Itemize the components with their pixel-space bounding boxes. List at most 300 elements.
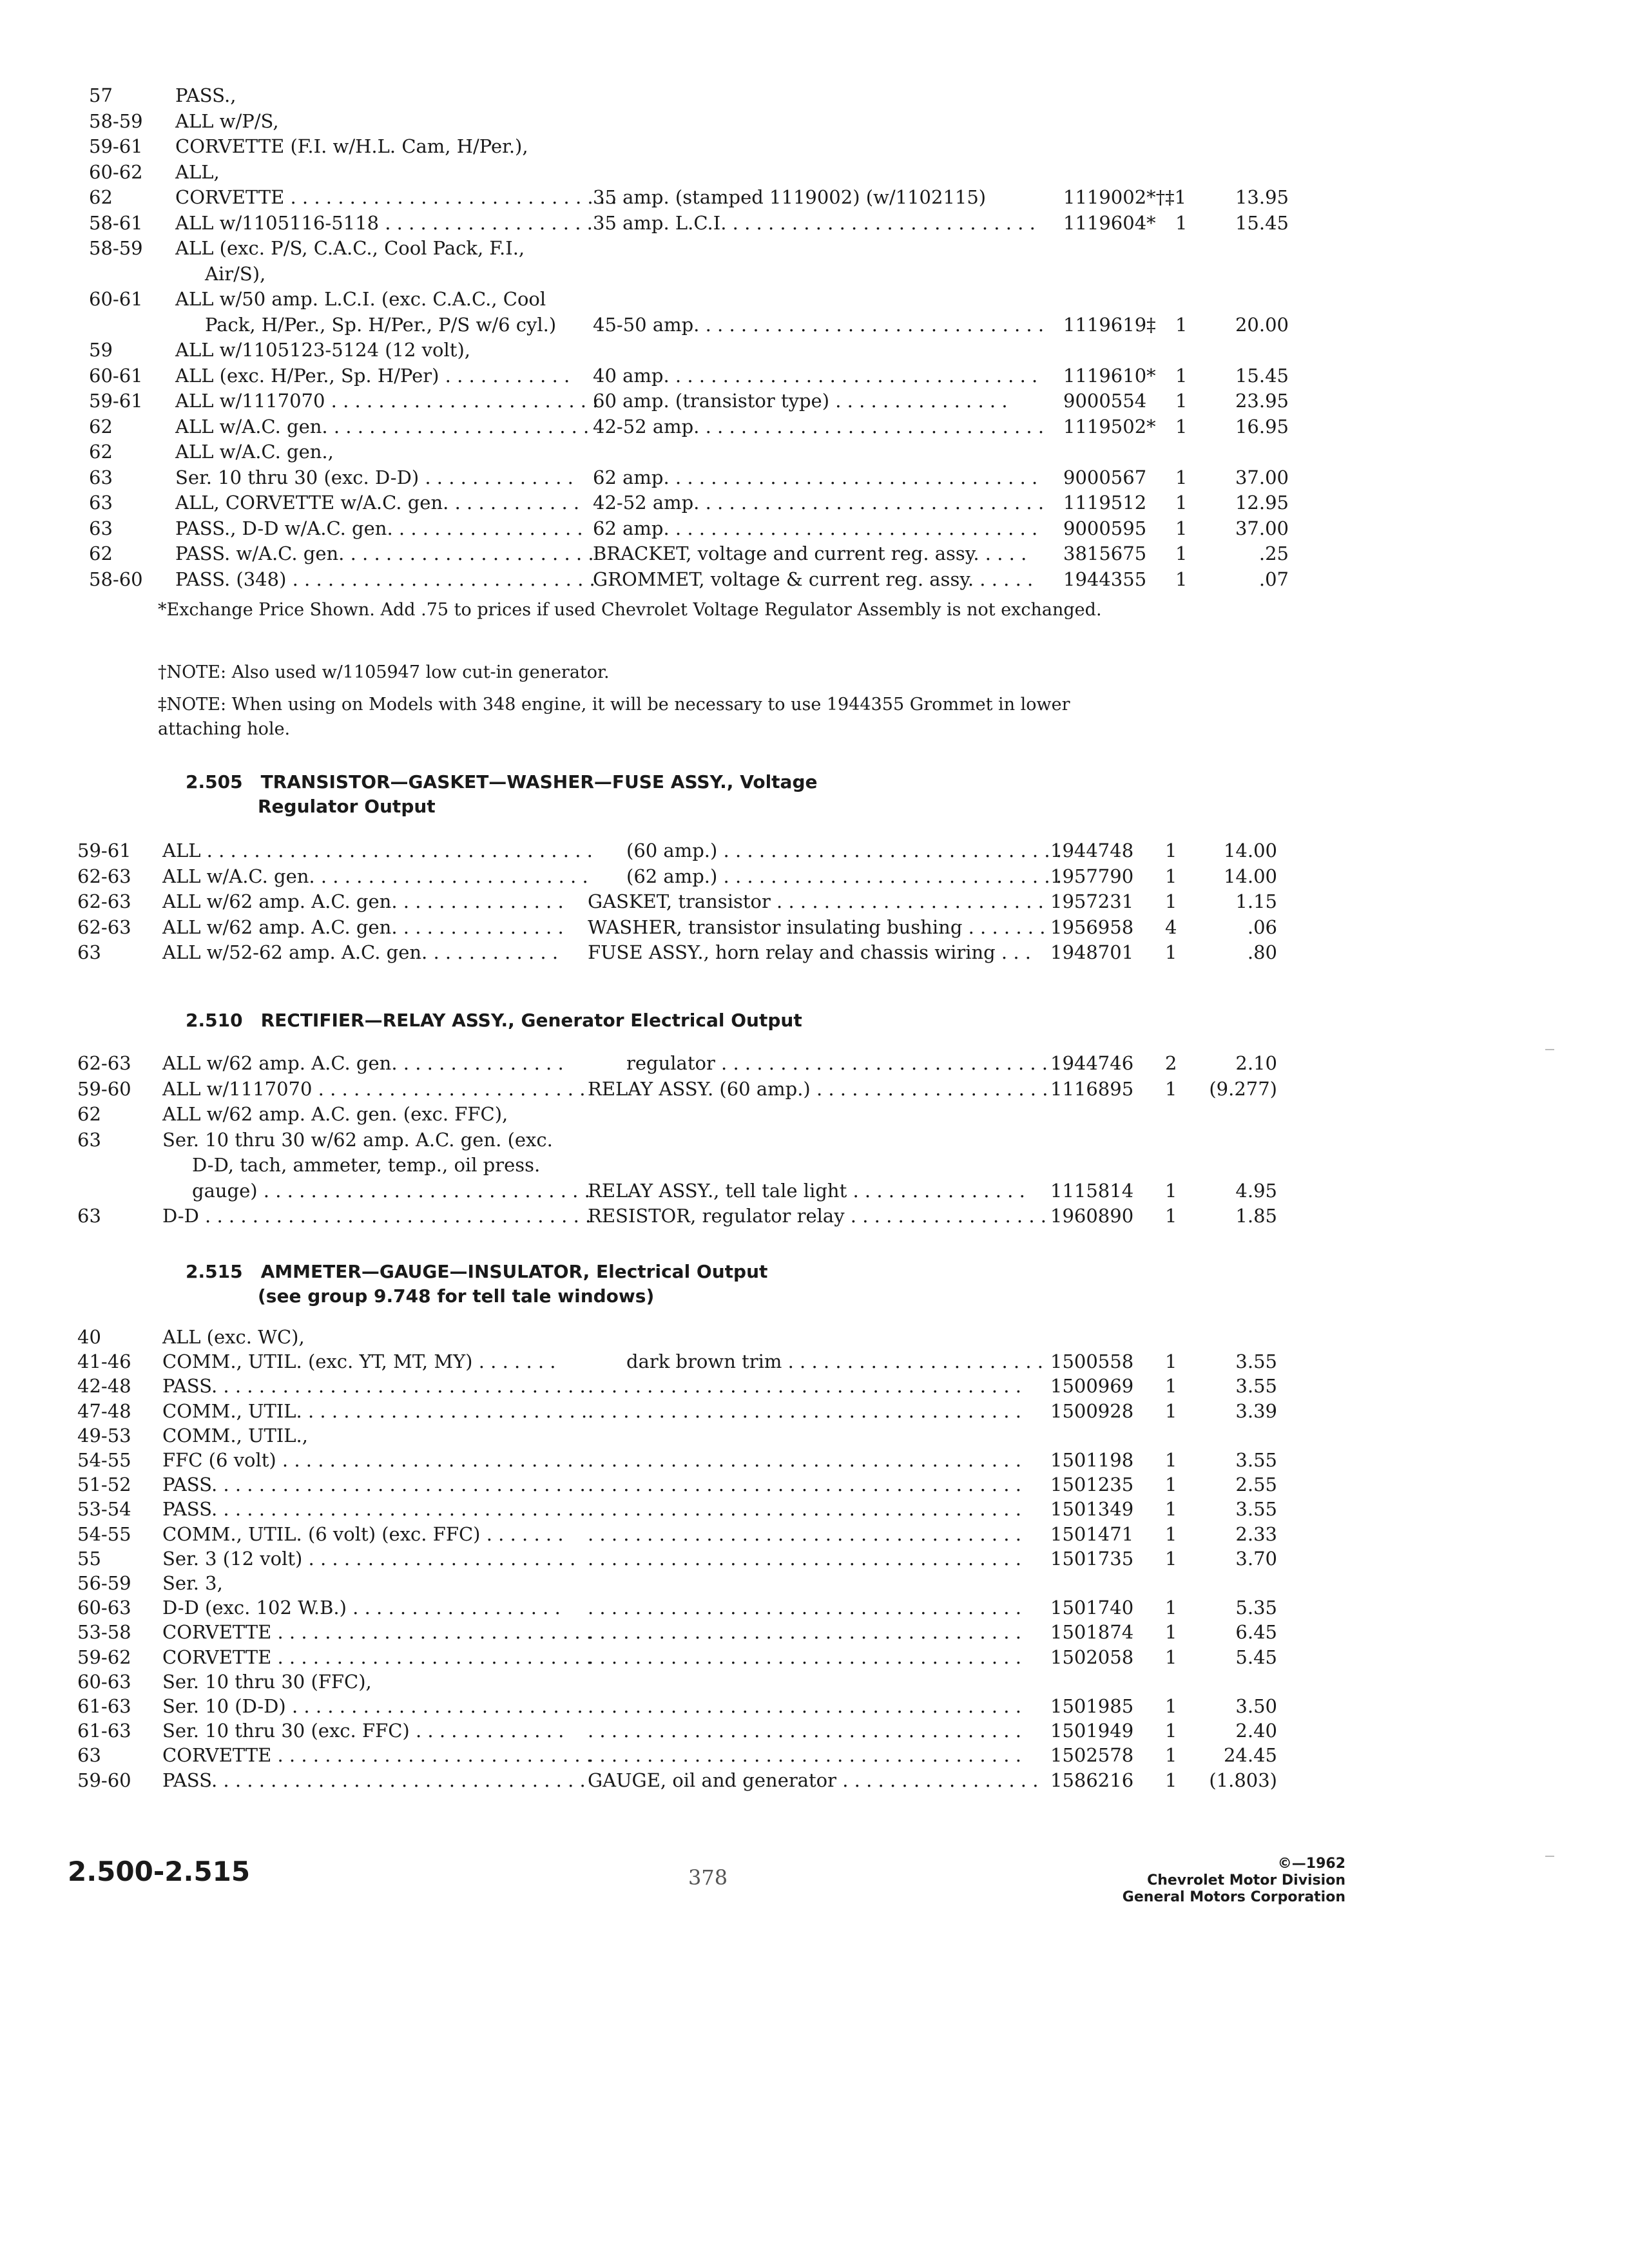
footnote: †NOTE: Also used w/1105947 low cut-in generator. [158,662,610,682]
table-row [0,1398,1353,1424]
row-model: ALL w/62 amp. A.C. gen. . . . . . . . . . . . . . . [162,890,564,912]
section-title-line1: AMMETER—GAUGE—INSULATOR, Electrical Output [260,1261,768,1282]
row-part-number: 1119002*†‡1 [1063,186,1187,208]
row-price: 23.95 [1235,390,1289,412]
table-row [0,286,1353,312]
row-part-number: 1501949 [1050,1720,1134,1742]
table-row [0,1742,1353,1768]
row-description: . . . . . . . . . . . . . . . . . . . . . . . . . . . . . . . . . . . . . [588,1400,1021,1422]
row-part-number: 1501735 [1050,1548,1134,1570]
row-quantity: 1 [1165,1449,1177,1471]
table-row [0,1570,1353,1596]
row-model: D-D (exc. 102 W.B.) . . . . . . . . . . . . . . . . . . [162,1597,561,1619]
row-year: 60-61 [89,288,143,310]
row-model: COMM., UTIL., [162,1425,308,1446]
row-part-number: 1500928 [1050,1400,1134,1422]
row-quantity: 1 [1165,1498,1177,1520]
row-model: ALL w/1105123-5124 (12 volt), [175,339,470,361]
row-price: 15.45 [1235,212,1289,234]
row-description: . . . . . . . . . . . . . . . . . . . . . . . . . . . . . . . . . . . . . [588,1597,1021,1619]
row-price: 5.45 [1235,1646,1277,1668]
table-row [0,1127,1353,1153]
row-quantity: 1 [1175,416,1188,437]
row-year: 59-61 [89,135,143,157]
row-part-number: 1957231 [1050,890,1134,912]
row-year: 40 [77,1326,101,1348]
row-model: PASS., [175,84,236,106]
row-year: 62 [89,543,113,564]
row-model: ALL w/62 amp. A.C. gen. . . . . . . . . . . . . . . [162,916,564,938]
row-part-number: 1500558 [1050,1350,1134,1372]
row-quantity: 1 [1175,543,1188,564]
row-quantity: 1 [1165,890,1177,912]
row-price: 2.33 [1235,1523,1277,1545]
row-price: 3.55 [1235,1350,1277,1372]
table-row [0,1101,1353,1127]
row-description: GASKET, transistor . . . . . . . . . . . . . . . . . . . . . . . [588,890,1044,912]
row-year: 62-63 [77,916,131,938]
row-year: 58-59 [89,110,143,132]
row-quantity: 1 [1175,314,1188,336]
row-price: .06 [1247,916,1277,938]
table-row [0,1595,1353,1620]
row-quantity: 1 [1165,865,1177,887]
row-year: 53-54 [77,1498,131,1520]
row-quantity: 1 [1165,1375,1177,1397]
row-model: CORVETTE . . . . . . . . . . . . . . . . . . . . . . . . . . . [162,1646,593,1668]
table-row [0,465,1353,490]
row-model: Ser. 10 thru 30 (exc. FFC) . . . . . . . . . . . . . [162,1720,564,1742]
table-row [0,889,1353,914]
table-row [0,939,1353,965]
row-quantity: 1 [1165,1205,1177,1227]
row-model: ALL w/52-62 amp. A.C. gen. . . . . . . . . . . . [162,941,559,963]
row-quantity: 1 [1165,1548,1177,1570]
row-model: ALL w/1105116-5118 . . . . . . . . . . . . . . . . . . [175,212,593,234]
row-part-number: 9000554 [1063,390,1147,412]
table-row [0,363,1353,389]
row-price: 14.00 [1223,840,1277,861]
row-year: 41-46 [77,1350,131,1372]
row-model: ALL w/A.C. gen. . . . . . . . . . . . . . . . . . . . . . . [175,416,590,437]
row-part-number: 9000595 [1063,517,1147,539]
copyright: ©—1962 [1277,1856,1345,1872]
row-year: 63 [89,492,113,514]
row-part-number: 1944355 [1063,568,1147,590]
row-price: .25 [1258,543,1289,564]
row-quantity: 1 [1165,1180,1177,1202]
row-model: CORVETTE (F.I. w/H.L. Cam, H/Per.), [175,135,528,157]
row-price: .80 [1247,941,1277,963]
row-part-number: 1944748 [1050,840,1134,861]
row-quantity: 1 [1165,840,1177,861]
row-part-number: 3815675 [1063,543,1147,564]
table-row [0,159,1353,185]
footnote: ‡NOTE: When using on Models with 348 engine, it will be necessary to use 1944355 Grommet in lower attaching hole. [158,695,1070,739]
row-price: 13.95 [1235,186,1289,208]
row-price: 1.85 [1235,1205,1277,1227]
row-description: 35 amp. L.C.I. . . . . . . . . . . . . . . . . . . . . . . . . . . [593,212,1036,234]
row-quantity: 1 [1175,390,1188,412]
row-model: Pack, H/Per., Sp. H/Per., P/S w/6 cyl.) [205,314,557,336]
row-model: ALL w/P/S, [175,110,279,132]
table-row [0,914,1353,940]
section-number: 2.515 [186,1261,243,1282]
table-row [0,490,1353,515]
row-year: 59-62 [77,1646,131,1668]
row-model: ALL w/62 amp. A.C. gen. (exc. FFC), [162,1103,508,1125]
row-year: 62 [77,1103,101,1125]
row-model: ALL . . . . . . . . . . . . . . . . . . . . . . . . . . . . . . . . . [162,840,593,861]
row-year: 63 [77,941,101,963]
row-model: Air/S), [205,263,266,285]
row-part-number: 1586216 [1050,1769,1134,1791]
row-model: PASS. . . . . . . . . . . . . . . . . . . . . . . . . . . . . . . . [162,1375,586,1397]
row-description: BRACKET, voltage and current reg. assy. . . . . [593,543,1027,564]
row-quantity: 1 [1165,1720,1177,1742]
row-description: . . . . . . . . . . . . . . . . . . . . . . . . . . . . . . . . . . . . . [588,1375,1021,1397]
row-year: 60-63 [77,1671,131,1693]
row-quantity: 4 [1165,916,1177,938]
row-quantity: 1 [1165,1350,1177,1372]
table-row [0,184,1353,210]
row-year: 54-55 [77,1449,131,1471]
row-price: 3.55 [1235,1375,1277,1397]
row-description: . . . . . . . . . . . . . . . . . . . . . . . . . . . . . . . . . . . . . [588,1646,1021,1668]
row-part-number: 1501985 [1050,1695,1134,1717]
table-row [0,439,1353,465]
row-price: 37.00 [1235,517,1289,539]
table-row [0,1718,1353,1744]
row-part-number: 1501874 [1050,1621,1134,1643]
row-year: 63 [77,1744,101,1766]
row-year: 58-61 [89,212,143,234]
row-description: 60 amp. (transistor type) . . . . . . . . . . . . . . . [593,390,1008,412]
table-row [0,1693,1353,1719]
row-year: 63 [77,1129,101,1151]
row-quantity: 1 [1175,212,1188,234]
section-title-line2: Regulator Output [258,796,436,817]
page-number: 378 [688,1865,728,1890]
row-description: . . . . . . . . . . . . . . . . . . . . . . . . . . . . . . . . . . . . . [588,1720,1021,1742]
row-year: 59 [89,339,113,361]
table-row [0,1324,1353,1350]
row-part-number: 1119604* [1063,212,1156,234]
row-model: D-D, tach, ammeter, temp., oil press. [192,1154,541,1176]
row-description: . . . . . . . . . . . . . . . . . . . . . . . . . . . . . . . . . . . . . [588,1621,1021,1643]
row-quantity: 1 [1165,1474,1177,1495]
row-year: 59-60 [77,1769,131,1791]
row-year: 62-63 [77,865,131,887]
row-model: ALL, [175,161,220,183]
row-model: CORVETTE . . . . . . . . . . . . . . . . . . . . . . . . . . . . [175,186,617,208]
row-quantity: 1 [1165,941,1177,963]
table-row [0,863,1353,889]
row-price: 24.45 [1223,1744,1277,1766]
section-number: 2.505 [186,771,243,793]
row-description: 42-52 amp. . . . . . . . . . . . . . . . . . . . . . . . . . . . . . [593,492,1045,514]
row-year: 62-63 [77,890,131,912]
row-model: FFC (6 volt) . . . . . . . . . . . . . . . . . . . . . . . . . . [162,1449,586,1471]
row-model: ALL w/1117070 . . . . . . . . . . . . . . . . . . . . . . . [175,390,599,412]
table-row [0,1644,1353,1670]
row-year: 51-52 [77,1474,131,1495]
section-title [186,1008,802,1033]
footnote: *Exchange Price Shown. Add .75 to prices if used Chevrolet Voltage Regulator Assembly is not exchanged. [158,600,1102,620]
row-model: PASS. (348) . . . . . . . . . . . . . . . . . . . . . . . . . . [175,568,595,590]
row-description: regulator . . . . . . . . . . . . . . . . . . . . . . . . . . . . . . [626,1052,1072,1074]
publisher-block [1123,1856,1345,1906]
row-model: Ser. 3 (12 volt) . . . . . . . . . . . . . . . . . . . . . . . [162,1548,576,1570]
section-title [186,770,817,819]
table-row [0,1373,1353,1399]
row-model: Ser. 10 thru 30 (FFC), [162,1671,372,1693]
row-model: PASS. . . . . . . . . . . . . . . . . . . . . . . . . . . . . . . . [162,1769,586,1791]
row-quantity: 1 [1175,466,1188,488]
row-model: PASS. . . . . . . . . . . . . . . . . . . . . . . . . . . . . . . . [162,1498,586,1520]
row-model: ALL w/1117070 . . . . . . . . . . . . . . . . . . . . . . . [162,1078,586,1100]
row-quantity: 1 [1175,492,1188,514]
table-row [0,133,1353,159]
row-price: 1.15 [1235,890,1277,912]
row-price: (9.277) [1209,1078,1277,1100]
row-part-number: 1119512 [1063,492,1147,514]
row-price: 3.39 [1235,1400,1277,1422]
table-row [0,414,1353,439]
row-year: 59-61 [89,390,143,412]
row-description: GAUGE, oil and generator . . . . . . . . . . . . . . . . . [588,1769,1039,1791]
row-price: (1.803) [1209,1769,1277,1791]
row-part-number: 1116895 [1050,1078,1134,1100]
row-part-number: 1501471 [1050,1523,1134,1545]
table-row [0,261,1353,287]
row-quantity: 1 [1165,1621,1177,1643]
row-description: . . . . . . . . . . . . . . . . . . . . . . . . . . . . . . . . . . . . . [588,1744,1021,1766]
row-year: 58-59 [89,237,143,259]
row-year: 62-63 [77,1052,131,1074]
row-part-number: 1944746 [1050,1052,1134,1074]
row-quantity: 1 [1165,1597,1177,1619]
row-price: .07 [1258,568,1289,590]
row-part-number: 1500969 [1050,1375,1134,1397]
table-row [0,108,1353,134]
table-row [0,1447,1353,1473]
row-description: . . . . . . . . . . . . . . . . . . . . . . . . . . . . . . . . . . . . . [588,1523,1021,1545]
table-row [0,541,1353,566]
row-description: RESISTOR, regulator relay . . . . . . . . . . . . . . . . . [588,1205,1047,1227]
table-row [0,1076,1353,1102]
row-model: Ser. 10 thru 30 w/62 amp. A.C. gen. (exc. [162,1129,553,1151]
row-description: . . . . . . . . . . . . . . . . . . . . . . . . . . . . . . . . . . . . . [588,1548,1021,1570]
table-row [0,337,1353,363]
row-description: . . . . . . . . . . . . . . . . . . . . . . . . . . . . . . . . . . . . . [588,1695,1021,1717]
table-row [0,1472,1353,1497]
row-year: 62 [89,441,113,463]
row-part-number: 1956958 [1050,916,1134,938]
row-year: 63 [89,466,113,488]
table-row [0,1423,1353,1448]
section-title-line1: RECTIFIER—RELAY ASSY., Generator Electrical Output [260,1010,802,1031]
row-part-number: 1502058 [1050,1646,1134,1668]
row-description: 62 amp. . . . . . . . . . . . . . . . . . . . . . . . . . . . . . . . [593,517,1038,539]
row-model: ALL w/50 amp. L.C.I. (exc. C.A.C., Cool [175,288,546,310]
table-row [0,515,1353,541]
row-year: 63 [77,1205,101,1227]
table-row [0,82,1353,108]
row-year: 59-61 [77,840,131,861]
row-model: gauge) . . . . . . . . . . . . . . . . . . . . . . . . . . . . [192,1180,590,1202]
row-price: 3.50 [1235,1695,1277,1717]
row-quantity: 2 [1165,1052,1177,1074]
row-model: ALL w/A.C. gen., [175,441,334,463]
table-row [0,388,1353,414]
row-year: 47-48 [77,1400,131,1422]
row-quantity: 1 [1165,1744,1177,1766]
row-description: FUSE ASSY., horn relay and chassis wiring . . . [588,941,1032,963]
row-quantity: 1 [1165,1400,1177,1422]
table-row [0,1669,1353,1695]
row-quantity: 1 [1165,1695,1177,1717]
table-row [0,1496,1353,1522]
row-model: D-D . . . . . . . . . . . . . . . . . . . . . . . . . . . . . . . . . [162,1205,592,1227]
row-quantity: 1 [1165,1078,1177,1100]
row-part-number: 1115814 [1050,1180,1134,1202]
row-description: dark brown trim . . . . . . . . . . . . . . . . . . . . . . [626,1350,1044,1372]
row-description: . . . . . . . . . . . . . . . . . . . . . . . . . . . . . . . . . . . . . [588,1498,1021,1520]
row-price: 6.45 [1235,1621,1277,1643]
row-price: 15.45 [1235,365,1289,387]
row-price: 2.10 [1235,1052,1277,1074]
row-quantity: 1 [1165,1769,1177,1791]
table-row [0,1152,1353,1178]
row-price: 2.55 [1235,1474,1277,1495]
corporation-name: General Motors Corporation [1122,1889,1345,1905]
section-title-line1: TRANSISTOR—GASKET—WASHER—FUSE ASSY., Voltage [260,771,818,793]
row-model: COMM., UTIL. (6 volt) (exc. FFC) . . . . . . . [162,1523,564,1545]
row-model: Ser. 10 thru 30 (exc. D-D) . . . . . . . . . . . . . [175,466,574,488]
row-model: CORVETTE . . . . . . . . . . . . . . . . . . . . . . . . . . . [162,1621,593,1643]
group-range: 2.500-2.515 [68,1856,251,1887]
section-title-line2: (see group 9.748 for tell tale windows) [258,1285,655,1307]
row-year: 59-60 [77,1078,131,1100]
row-price: 20.00 [1235,314,1289,336]
row-year: 60-61 [89,365,143,387]
row-year: 58-60 [89,568,143,590]
table-row [0,1546,1353,1571]
row-description: WASHER, transistor insulating bushing . . . . . . . [588,916,1046,938]
row-price: 3.70 [1235,1548,1277,1570]
row-model: ALL (exc. P/S, C.A.C., Cool Pack, F.I., [175,237,525,259]
table-row [0,838,1353,863]
row-quantity: 1 [1165,1523,1177,1545]
row-description: 35 amp. (stamped 1119002) (w/1102115) [593,186,987,208]
row-quantity: 1 [1175,517,1188,539]
row-model: ALL (exc. WC), [162,1326,305,1348]
row-year: 60-63 [77,1597,131,1619]
row-year: 61-63 [77,1720,131,1742]
row-description: 40 amp. . . . . . . . . . . . . . . . . . . . . . . . . . . . . . . . [593,365,1038,387]
row-model: ALL w/A.C. gen. . . . . . . . . . . . . . . . . . . . . . . . [162,865,588,887]
row-year: 54-55 [77,1523,131,1545]
row-price: 14.00 [1223,865,1277,887]
row-model: ALL w/62 amp. A.C. gen. . . . . . . . . . . . . . . [162,1052,564,1074]
row-description: . . . . . . . . . . . . . . . . . . . . . . . . . . . . . . . . . . . . . [588,1449,1021,1471]
row-price: 3.55 [1235,1449,1277,1471]
row-model: Ser. 3, [162,1572,223,1594]
row-quantity: 1 [1165,1646,1177,1668]
row-model: PASS. . . . . . . . . . . . . . . . . . . . . . . . . . . . . . . . [162,1474,586,1495]
scan-mark [1545,1856,1554,1857]
row-model: Ser. 10 (D-D) . . . . . . . . . . . . . . . . . . . . . . . . . [162,1695,583,1717]
table-row [0,566,1353,592]
table-row [0,235,1353,261]
row-price: 3.55 [1235,1498,1277,1520]
row-model: PASS., D-D w/A.C. gen. . . . . . . . . . . . . . . . . [175,517,583,539]
row-year: 57 [89,84,113,106]
row-year: 49-53 [77,1425,131,1446]
row-part-number: 1119502* [1063,416,1156,437]
row-model: ALL, CORVETTE w/A.C. gen. . . . . . . . . . . . [175,492,580,514]
row-price: 16.95 [1235,416,1289,437]
row-price: 37.00 [1235,466,1289,488]
row-price: 2.40 [1235,1720,1277,1742]
scan-mark [1545,1049,1554,1050]
row-part-number: 1960890 [1050,1205,1134,1227]
row-description: RELAY ASSY. (60 amp.) . . . . . . . . . . . . . . . . . . . . [588,1078,1048,1100]
row-description: 62 amp. . . . . . . . . . . . . . . . . . . . . . . . . . . . . . . . [593,466,1038,488]
row-year: 42-48 [77,1375,131,1397]
row-description: RELAY ASSY., tell tale light . . . . . . . . . . . . . . . [588,1180,1025,1202]
row-part-number: 1501740 [1050,1597,1134,1619]
row-part-number: 1119610* [1063,365,1156,387]
row-part-number: 9000567 [1063,466,1147,488]
row-year: 62 [89,416,113,437]
section-number: 2.510 [186,1010,243,1031]
row-year: 62 [89,186,113,208]
row-quantity: 1 [1175,568,1188,590]
row-year: 55 [77,1548,101,1570]
row-quantity: 1 [1175,365,1188,387]
row-part-number: 1119619‡ [1063,314,1156,336]
row-description: (62 amp.) . . . . . . . . . . . . . . . . . . . . . . . . . . . . . [626,865,1062,887]
row-part-number: 1501198 [1050,1449,1134,1471]
table-row [0,1767,1353,1793]
row-year: 53-58 [77,1621,131,1643]
row-part-number: 1501235 [1050,1474,1134,1495]
row-year: 61-63 [77,1695,131,1717]
row-description: GROMMET, voltage & current reg. assy. . . . . . [593,568,1034,590]
row-price: 12.95 [1235,492,1289,514]
table-row [0,1521,1353,1547]
row-description: 45-50 amp. . . . . . . . . . . . . . . . . . . . . . . . . . . . . . [593,314,1045,336]
row-model: ALL (exc. H/Per., Sp. H/Per) . . . . . . . . . . . [175,365,570,387]
row-part-number: 1501349 [1050,1498,1134,1520]
section-title [186,1260,767,1309]
row-description: . . . . . . . . . . . . . . . . . . . . . . . . . . . . . . . . . . . . . [588,1474,1021,1495]
row-model: COMM., UTIL. . . . . . . . . . . . . . . . . . . . . . . . . [162,1400,588,1422]
row-year: 63 [89,517,113,539]
row-model: COMM., UTIL. (exc. YT, MT, MY) . . . . . . . [162,1350,556,1372]
division-name: Chevrolet Motor Division [1147,1872,1345,1888]
table-row [0,1178,1353,1204]
row-part-number: 1957790 [1050,865,1134,887]
table-row [0,1619,1353,1645]
table-row [0,210,1353,236]
row-part-number: 1502578 [1050,1744,1134,1766]
row-description: (60 amp.) . . . . . . . . . . . . . . . . . . . . . . . . . . . . . [626,840,1062,861]
row-description: 42-52 amp. . . . . . . . . . . . . . . . . . . . . . . . . . . . . . [593,416,1045,437]
row-part-number: 1948701 [1050,941,1134,963]
